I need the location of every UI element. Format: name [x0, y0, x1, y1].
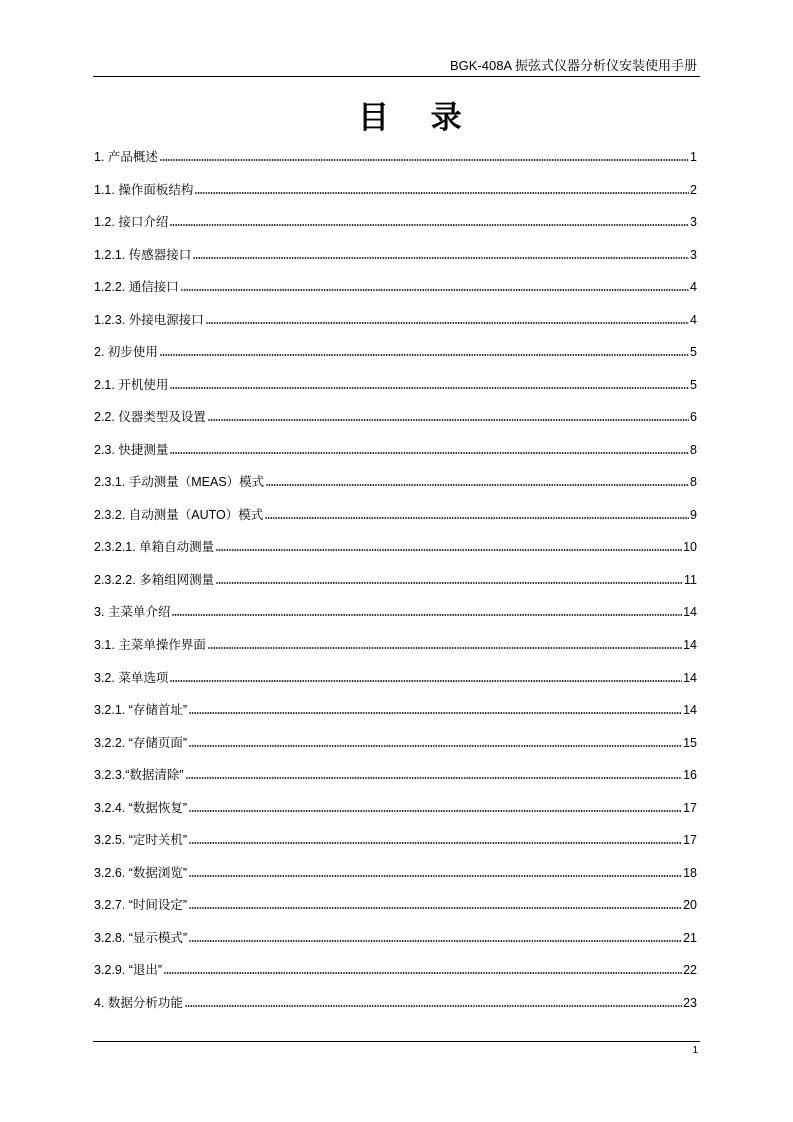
toc-entry-title: 3. 主菜单介绍: [94, 605, 171, 620]
toc-dot-leader: [189, 745, 682, 747]
toc-entry-title: 2.3.2.1. 单箱自动测量: [94, 540, 215, 555]
toc-dot-leader: [193, 257, 689, 259]
toc-entry[interactable]: [94, 239, 697, 272]
toc-entry[interactable]: [94, 922, 697, 955]
toc-entry-title: 1.2. 接口介绍: [94, 215, 169, 230]
toc-entry-title: 3.2.8. “显示模式”: [94, 930, 188, 945]
toc-entry-page: 1: [690, 150, 697, 164]
header-rule: [93, 76, 700, 77]
toc-dot-leader: [208, 647, 682, 649]
toc-entry-title: 3.2.3.“数据清除”: [94, 768, 184, 783]
toc-dot-leader: [164, 972, 682, 974]
toc-dot-leader: [189, 907, 682, 909]
toc-entry-page: 15: [683, 735, 697, 750]
toc-dot-leader: [216, 582, 683, 584]
toc-entry[interactable]: [94, 499, 697, 532]
toc-entry-page: 14: [683, 670, 697, 685]
toc-entry-page: 22: [683, 963, 697, 978]
toc-entry-title: 4. 数据分析功能: [94, 995, 183, 1010]
toc-entry-page: 14: [683, 605, 697, 620]
toc-entry-page: 17: [683, 800, 697, 815]
toc-entry[interactable]: [94, 987, 697, 1020]
toc-dot-leader: [172, 614, 682, 616]
toc-dot-leader: [160, 354, 689, 356]
toc-entry[interactable]: [94, 434, 697, 467]
footer-rule: [93, 1041, 700, 1042]
toc-dot-leader: [181, 289, 689, 291]
toc-entry-page: 17: [683, 833, 697, 848]
toc-entry[interactable]: [94, 271, 697, 304]
toc-entry-title: 2.3.2. 自动测量（AUTO）模式: [94, 507, 264, 522]
toc-entry[interactable]: [94, 401, 697, 434]
toc-entry[interactable]: [94, 629, 697, 662]
toc-entry-page: 23: [683, 995, 697, 1010]
toc-dot-leader: [265, 517, 689, 519]
toc-entry-page: 11: [684, 572, 697, 587]
toc-dot-leader: [185, 1005, 682, 1007]
footer-page-number: 1: [692, 1045, 698, 1056]
toc-entry-page: 3: [690, 247, 697, 262]
toc-entry-page: 9: [690, 507, 697, 522]
toc-entry-page: 2: [690, 182, 697, 197]
toc-entry-title: 1.2.2. 通信接口: [94, 280, 179, 295]
toc-entry[interactable]: [94, 857, 697, 890]
toc-dot-leader: [189, 875, 682, 877]
toc-dot-leader: [208, 419, 689, 421]
toc-entry-page: 16: [683, 768, 697, 783]
toc-dot-leader: [160, 159, 689, 161]
toc-entry[interactable]: [94, 824, 697, 857]
toc-dot-leader: [206, 322, 689, 324]
toc-dot-leader: [216, 549, 682, 551]
toc-entry-page: 10: [683, 540, 697, 555]
toc-entry-page: 5: [690, 345, 697, 360]
toc-dot-leader: [170, 224, 689, 226]
toc-entry-title: 3.2.2. “存储页面”: [94, 735, 188, 750]
toc-entry-title: 3.1. 主菜单操作界面: [94, 637, 206, 652]
toc-entry-title: 3.2.4. “数据恢复”: [94, 800, 188, 815]
toc-dot-leader: [266, 484, 689, 486]
toc-entry-page: 21: [683, 930, 697, 945]
toc-dot-leader: [189, 810, 682, 812]
toc-heading: 目 录: [358, 100, 462, 135]
toc-entry-page: 5: [690, 377, 697, 392]
toc-entry[interactable]: [94, 141, 697, 174]
toc-dot-leader: [186, 777, 682, 779]
toc-dot-leader: [170, 452, 689, 454]
toc-entry-title: 2.3. 快捷测量: [94, 442, 169, 457]
table-of-contents: [94, 141, 697, 1019]
toc-dot-leader: [195, 192, 689, 194]
toc-entry[interactable]: [94, 662, 697, 695]
toc-entry-page: 18: [683, 865, 697, 880]
toc-entry[interactable]: [94, 596, 697, 629]
toc-entry-title: 2.3.1. 手动测量（MEAS）模式: [94, 475, 265, 490]
toc-entry-title: 3.2.6. “数据浏览”: [94, 865, 188, 880]
toc-entry-page: 4: [690, 280, 697, 295]
toc-entry[interactable]: [94, 369, 697, 402]
toc-entry[interactable]: [94, 336, 697, 369]
toc-entry-title: 3.2.7. “时间设定”: [94, 898, 188, 913]
toc-dot-leader: [189, 842, 682, 844]
toc-entry[interactable]: [94, 304, 697, 337]
toc-entry[interactable]: [94, 206, 697, 239]
toc-entry-page: 8: [690, 475, 697, 490]
toc-entry-title: 3.2. 菜单选项: [94, 670, 169, 685]
toc-entry-page: 14: [683, 703, 697, 718]
toc-entry[interactable]: [94, 727, 697, 760]
toc-entry-title: 3.2.1. “存储首址”: [94, 703, 188, 718]
toc-entry-page: 20: [683, 898, 697, 913]
toc-entry[interactable]: [94, 889, 697, 922]
toc-entry[interactable]: [94, 466, 697, 499]
toc-entry-title: 2.3.2.2. 多箱组网测量: [94, 572, 215, 587]
toc-entry[interactable]: [94, 174, 697, 207]
toc-dot-leader: [189, 940, 682, 942]
toc-entry-page: 3: [690, 215, 697, 230]
toc-entry-page: 14: [683, 637, 697, 652]
toc-entry-title: 3.2.5. “定时关机”: [94, 833, 188, 848]
toc-entry-title: 2. 初步使用: [94, 345, 158, 360]
toc-entry-title: 3.2.9. “退出”: [94, 963, 163, 978]
toc-dot-leader: [189, 712, 682, 714]
toc-dot-leader: [170, 680, 682, 682]
toc-entry-title: 2.1. 开机使用: [94, 377, 169, 392]
toc-entry-title: 1.1. 操作面板结构: [94, 182, 194, 197]
toc-entry[interactable]: [94, 792, 697, 825]
toc-entry-title: 1.2.1. 传感器接口: [94, 247, 192, 262]
toc-entry[interactable]: [94, 759, 697, 792]
toc-entry[interactable]: [94, 531, 697, 564]
toc-entry[interactable]: [94, 954, 697, 987]
toc-entry-title: 2.2. 仪器类型及设置: [94, 410, 206, 425]
toc-dot-leader: [170, 387, 689, 389]
toc-entry[interactable]: [94, 564, 697, 597]
toc-entry-page: 6: [690, 410, 697, 425]
toc-entry-title: 1.2.3. 外接电源接口: [94, 312, 204, 327]
toc-entry-title: 1. 产品概述: [94, 150, 158, 164]
toc-entry-page: 8: [690, 442, 697, 457]
toc-entry-page: 4: [690, 312, 697, 327]
running-header-title: BGK-408A 振弦式仪器分析仪安装使用手册: [449, 58, 697, 73]
toc-entry[interactable]: [94, 694, 697, 727]
